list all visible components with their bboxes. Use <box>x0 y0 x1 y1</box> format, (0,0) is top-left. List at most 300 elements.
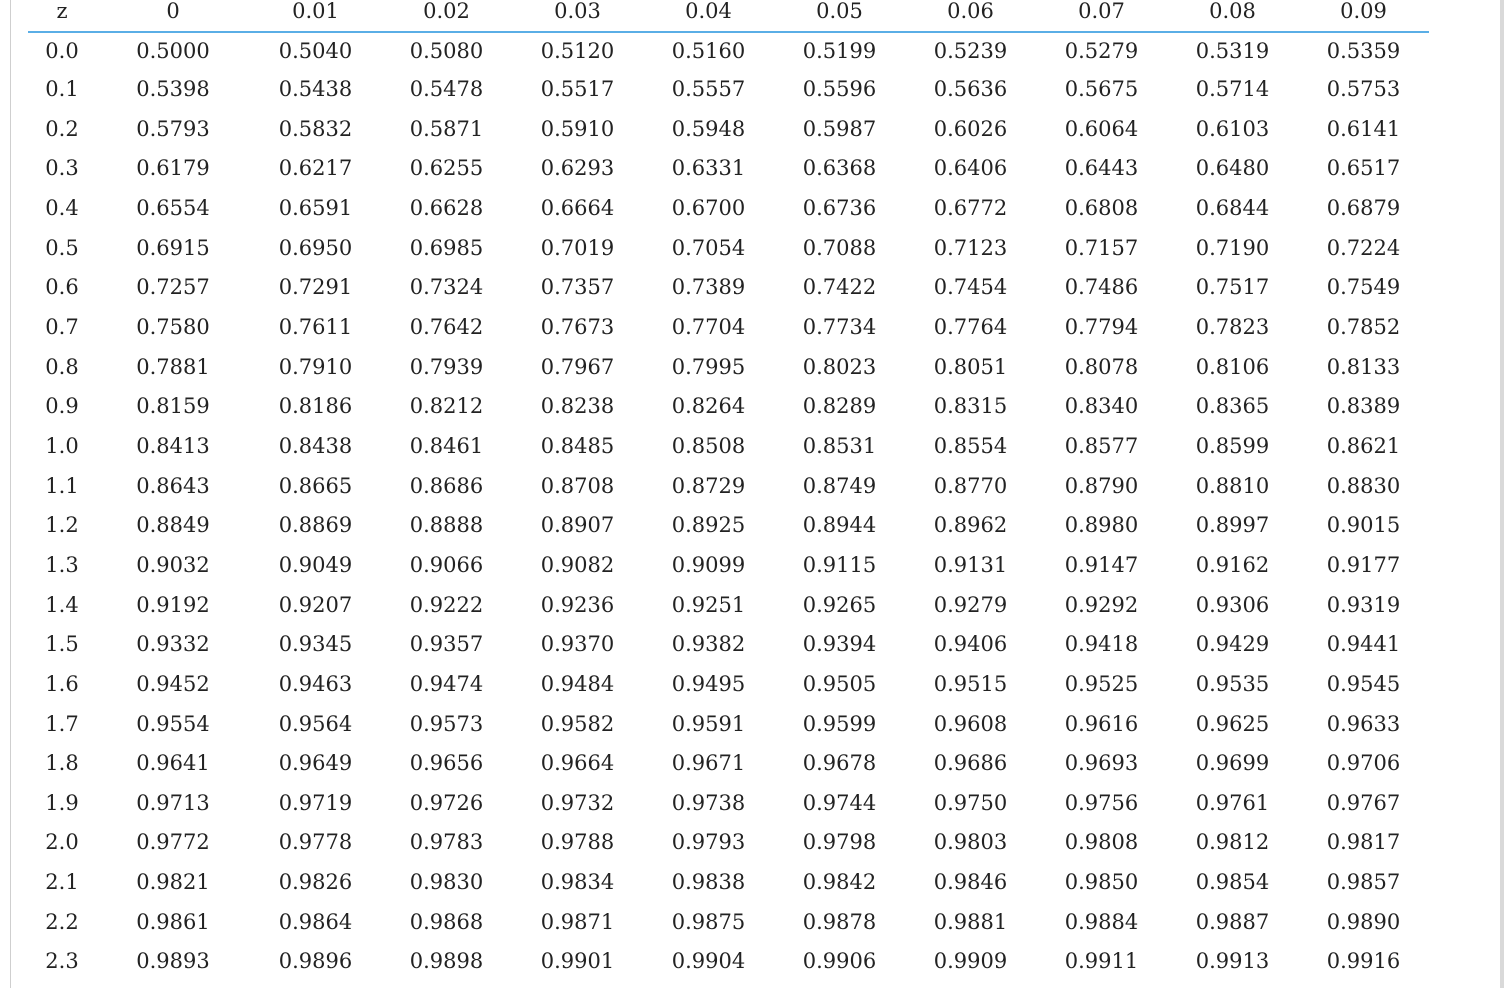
z-value-cell: 0.6 <box>45 275 79 300</box>
probability-cell: 0.7157 <box>1064 235 1139 260</box>
probability-cell: 0.6480 <box>1195 156 1270 181</box>
probability-cell: 0.7995 <box>671 354 746 379</box>
probability-cell: 0.9345 <box>278 632 353 657</box>
probability-cell: 0.6331 <box>671 156 746 181</box>
probability-cell: 0.9147 <box>1064 552 1139 577</box>
probability-cell: 0.8133 <box>1326 354 1401 379</box>
probability-cell: 0.9236 <box>540 592 615 617</box>
probability-cell: 0.8577 <box>1064 433 1139 458</box>
z-value-cell: 1.0 <box>45 433 79 458</box>
probability-cell: 0.9706 <box>1326 751 1401 776</box>
table-row <box>28 506 1429 546</box>
probability-cell: 0.8365 <box>1195 394 1270 419</box>
probability-cell: 0.7486 <box>1064 275 1139 300</box>
column-header: 0.06 <box>905 0 1036 32</box>
table-row <box>28 665 1429 705</box>
table-row <box>28 189 1429 229</box>
table-row <box>28 387 1429 427</box>
table-row <box>28 942 1429 982</box>
probability-cell: 0.8438 <box>278 433 353 458</box>
page-left-border <box>10 0 11 988</box>
probability-cell: 0.9812 <box>1195 830 1270 855</box>
probability-cell: 0.7291 <box>278 275 353 300</box>
probability-cell: 0.9131 <box>933 552 1008 577</box>
probability-cell: 0.9896 <box>278 949 353 974</box>
probability-cell: 0.9452 <box>136 671 210 696</box>
column-header-z: z <box>28 0 96 32</box>
probability-cell: 0.8212 <box>409 394 484 419</box>
table-row <box>28 784 1429 824</box>
probability-cell: 0.5832 <box>278 116 353 141</box>
probability-cell: 0.9875 <box>671 909 746 934</box>
probability-cell: 0.9515 <box>933 671 1008 696</box>
table-row <box>28 427 1429 467</box>
probability-cell: 0.9382 <box>671 632 746 657</box>
table-row <box>28 744 1429 784</box>
z-value-cell: 1.1 <box>45 473 79 498</box>
probability-cell: 0.9798 <box>802 830 877 855</box>
z-table-container <box>28 0 1404 982</box>
probability-cell: 0.9664 <box>540 751 615 776</box>
probability-cell: 0.9901 <box>540 949 615 974</box>
probability-cell: 0.5319 <box>1195 39 1270 63</box>
probability-cell: 0.8264 <box>671 394 746 419</box>
probability-cell: 0.9015 <box>1326 513 1401 538</box>
probability-cell: 0.9115 <box>802 552 877 577</box>
probability-cell: 0.6179 <box>136 156 210 181</box>
probability-cell: 0.9545 <box>1326 671 1401 696</box>
probability-cell: 0.6950 <box>278 235 353 260</box>
table-row <box>28 229 1429 269</box>
probability-cell: 0.5398 <box>136 77 210 101</box>
probability-cell: 0.6217 <box>278 156 353 181</box>
probability-cell: 0.9719 <box>278 790 353 815</box>
probability-cell: 0.9406 <box>933 632 1008 657</box>
probability-cell: 0.9608 <box>933 711 1008 736</box>
probability-cell: 0.9429 <box>1195 632 1270 657</box>
column-header: 0.03 <box>512 0 643 32</box>
probability-cell: 0.8665 <box>278 473 353 498</box>
probability-cell: 0.9474 <box>409 671 484 696</box>
probability-cell: 0.8729 <box>671 473 746 498</box>
probability-cell: 0.9370 <box>540 632 615 657</box>
probability-cell: 0.9082 <box>540 552 615 577</box>
probability-cell: 0.9306 <box>1195 592 1270 617</box>
table-row <box>28 149 1429 189</box>
probability-cell: 0.9864 <box>278 909 353 934</box>
probability-cell: 0.9783 <box>409 830 484 855</box>
probability-cell: 0.8485 <box>540 433 615 458</box>
probability-cell: 0.5557 <box>671 77 746 101</box>
probability-cell: 0.6736 <box>802 195 877 220</box>
probability-cell: 0.9332 <box>136 632 210 657</box>
probability-cell: 0.7517 <box>1195 275 1270 300</box>
probability-cell: 0.9616 <box>1064 711 1139 736</box>
probability-cell: 0.6664 <box>540 195 615 220</box>
probability-cell: 0.9817 <box>1326 830 1401 855</box>
probability-cell: 0.5675 <box>1064 77 1139 101</box>
probability-cell: 0.9265 <box>802 592 877 617</box>
table-row <box>28 348 1429 388</box>
z-value-cell: 0.8 <box>45 354 79 379</box>
probability-cell: 0.9778 <box>278 830 353 855</box>
probability-cell: 0.5359 <box>1326 39 1401 63</box>
probability-cell: 0.9738 <box>671 790 746 815</box>
probability-cell: 0.8962 <box>933 513 1008 538</box>
probability-cell: 0.9222 <box>409 592 484 617</box>
probability-cell: 0.9913 <box>1195 949 1270 974</box>
column-header: 0.02 <box>381 0 512 32</box>
probability-cell: 0.9699 <box>1195 751 1270 776</box>
probability-cell: 0.5239 <box>933 39 1008 63</box>
probability-cell: 0.8186 <box>278 394 353 419</box>
probability-cell: 0.8461 <box>409 433 484 458</box>
column-header: 0.04 <box>643 0 774 32</box>
probability-cell: 0.9649 <box>278 751 353 776</box>
probability-cell: 0.8849 <box>136 513 210 538</box>
probability-cell: 0.6103 <box>1195 116 1270 141</box>
probability-cell: 0.8686 <box>409 473 484 498</box>
table-row <box>28 705 1429 745</box>
probability-cell: 0.9641 <box>136 751 210 776</box>
probability-cell: 0.9032 <box>136 552 210 577</box>
z-value-cell: 2.1 <box>45 870 79 895</box>
probability-cell: 0.5987 <box>802 116 877 141</box>
column-header: 0.08 <box>1167 0 1298 32</box>
table-row <box>28 863 1429 903</box>
probability-cell: 0.9916 <box>1326 949 1401 974</box>
probability-cell: 0.9767 <box>1326 790 1401 815</box>
probability-cell: 0.6255 <box>409 156 484 181</box>
probability-cell: 0.9830 <box>409 870 484 895</box>
probability-cell: 0.6628 <box>409 195 484 220</box>
probability-cell: 0.9066 <box>409 552 484 577</box>
z-value-cell: 1.6 <box>45 671 79 696</box>
probability-cell: 0.9686 <box>933 751 1008 776</box>
probability-cell: 0.9854 <box>1195 870 1270 895</box>
column-header: 0 <box>96 0 250 32</box>
table-row <box>28 467 1429 507</box>
probability-cell: 0.7910 <box>278 354 353 379</box>
table-row <box>28 70 1429 110</box>
probability-cell: 0.7054 <box>671 235 746 260</box>
probability-cell: 0.7580 <box>136 314 210 339</box>
probability-cell: 0.6368 <box>802 156 877 181</box>
probability-cell: 0.8159 <box>136 394 210 419</box>
probability-cell: 0.7324 <box>409 275 484 300</box>
probability-cell: 0.6808 <box>1064 195 1139 220</box>
probability-cell: 0.5871 <box>409 116 484 141</box>
probability-cell: 0.5793 <box>136 116 210 141</box>
probability-cell: 0.7257 <box>136 275 210 300</box>
probability-cell: 0.9573 <box>409 711 484 736</box>
z-value-cell: 2.3 <box>45 949 79 974</box>
probability-cell: 0.9887 <box>1195 909 1270 934</box>
probability-cell: 0.8531 <box>802 433 877 458</box>
probability-cell: 0.9861 <box>136 909 210 934</box>
probability-cell: 0.9744 <box>802 790 877 815</box>
probability-cell: 0.9834 <box>540 870 615 895</box>
z-value-cell: 1.2 <box>45 513 79 538</box>
probability-cell: 0.8289 <box>802 394 877 419</box>
probability-cell: 0.8888 <box>409 513 484 538</box>
probability-cell: 0.5948 <box>671 116 746 141</box>
probability-cell: 0.8944 <box>802 513 877 538</box>
probability-cell: 0.8554 <box>933 433 1008 458</box>
probability-cell: 0.7190 <box>1195 235 1270 260</box>
probability-cell: 0.9505 <box>802 671 877 696</box>
probability-cell: 0.9846 <box>933 870 1008 895</box>
probability-cell: 0.7764 <box>933 314 1008 339</box>
probability-cell: 0.5636 <box>933 77 1008 101</box>
probability-cell: 0.9207 <box>278 592 353 617</box>
probability-cell: 0.9868 <box>409 909 484 934</box>
probability-cell: 0.8643 <box>136 473 210 498</box>
probability-cell: 0.9881 <box>933 909 1008 934</box>
probability-cell: 0.7881 <box>136 354 210 379</box>
probability-cell: 0.6517 <box>1326 156 1401 181</box>
probability-cell: 0.9909 <box>933 949 1008 974</box>
probability-cell: 0.9484 <box>540 671 615 696</box>
probability-cell: 0.8980 <box>1064 513 1139 538</box>
z-value-cell: 1.9 <box>45 790 79 815</box>
probability-cell: 0.9761 <box>1195 790 1270 815</box>
z-value-cell: 2.0 <box>45 830 79 855</box>
table-row <box>28 586 1429 626</box>
probability-cell: 0.9850 <box>1064 870 1139 895</box>
probability-cell: 0.8051 <box>933 354 1008 379</box>
probability-cell: 0.8907 <box>540 513 615 538</box>
probability-cell: 0.9904 <box>671 949 746 974</box>
probability-cell: 0.8925 <box>671 513 746 538</box>
z-value-cell: 0.4 <box>45 195 79 220</box>
probability-cell: 0.9633 <box>1326 711 1401 736</box>
probability-cell: 0.9890 <box>1326 909 1401 934</box>
probability-cell: 0.5714 <box>1195 77 1270 101</box>
probability-cell: 0.8413 <box>136 433 210 458</box>
probability-cell: 0.7088 <box>802 235 877 260</box>
probability-cell: 0.6406 <box>933 156 1008 181</box>
probability-cell: 0.8708 <box>540 473 615 498</box>
z-value-cell: 1.5 <box>45 632 79 657</box>
probability-cell: 0.5478 <box>409 77 484 101</box>
probability-cell: 0.8621 <box>1326 433 1401 458</box>
probability-cell: 0.7823 <box>1195 314 1270 339</box>
table-body <box>28 32 1429 982</box>
probability-cell: 0.9049 <box>278 552 353 577</box>
probability-cell: 0.8770 <box>933 473 1008 498</box>
probability-cell: 0.7123 <box>933 235 1008 260</box>
probability-cell: 0.7224 <box>1326 235 1401 260</box>
z-value-cell: 0.3 <box>45 156 79 181</box>
probability-cell: 0.5000 <box>136 39 210 63</box>
probability-cell: 0.9693 <box>1064 751 1139 776</box>
probability-cell: 0.6554 <box>136 195 210 220</box>
z-value-cell: 0.2 <box>45 116 79 141</box>
header-row <box>28 0 1429 32</box>
probability-cell: 0.8023 <box>802 354 877 379</box>
z-value-cell: 0.5 <box>45 235 79 260</box>
table-row <box>28 546 1429 586</box>
probability-cell: 0.9878 <box>802 909 877 934</box>
probability-cell: 0.5040 <box>278 39 353 63</box>
z-value-cell: 1.7 <box>45 711 79 736</box>
probability-cell: 0.9582 <box>540 711 615 736</box>
column-header: 0.05 <box>774 0 905 32</box>
probability-cell: 0.9803 <box>933 830 1008 855</box>
table-row <box>28 903 1429 943</box>
probability-cell: 0.5080 <box>409 39 484 63</box>
probability-cell: 0.7852 <box>1326 314 1401 339</box>
scrollbar-track[interactable] <box>1500 0 1504 988</box>
probability-cell: 0.9394 <box>802 632 877 657</box>
probability-cell: 0.9898 <box>409 949 484 974</box>
probability-cell: 0.9884 <box>1064 909 1139 934</box>
probability-cell: 0.9192 <box>136 592 210 617</box>
z-value-cell: 0.0 <box>45 39 79 63</box>
probability-cell: 0.9495 <box>671 671 746 696</box>
probability-cell: 0.8830 <box>1326 473 1401 498</box>
probability-cell: 0.9793 <box>671 830 746 855</box>
probability-cell: 0.9554 <box>136 711 210 736</box>
probability-cell: 0.9535 <box>1195 671 1270 696</box>
probability-cell: 0.6443 <box>1064 156 1139 181</box>
probability-cell: 0.7967 <box>540 354 615 379</box>
table-row <box>28 32 1429 70</box>
probability-cell: 0.7673 <box>540 314 615 339</box>
probability-cell: 0.9591 <box>671 711 746 736</box>
probability-cell: 0.6293 <box>540 156 615 181</box>
probability-cell: 0.9756 <box>1064 790 1139 815</box>
probability-cell: 0.8599 <box>1195 433 1270 458</box>
probability-cell: 0.8340 <box>1064 394 1139 419</box>
probability-cell: 0.9826 <box>278 870 353 895</box>
probability-cell: 0.9177 <box>1326 552 1401 577</box>
probability-cell: 0.7549 <box>1326 275 1401 300</box>
probability-cell: 0.6879 <box>1326 195 1401 220</box>
table-row <box>28 110 1429 150</box>
z-value-cell: 2.2 <box>45 909 79 934</box>
z-value-cell: 1.4 <box>45 592 79 617</box>
probability-cell: 0.8869 <box>278 513 353 538</box>
probability-cell: 0.5753 <box>1326 77 1401 101</box>
probability-cell: 0.9821 <box>136 870 210 895</box>
probability-cell: 0.9162 <box>1195 552 1270 577</box>
probability-cell: 0.9099 <box>671 552 746 577</box>
probability-cell: 0.5596 <box>802 77 877 101</box>
probability-cell: 0.6700 <box>671 195 746 220</box>
probability-cell: 0.9625 <box>1195 711 1270 736</box>
z-value-cell: 1.8 <box>45 751 79 776</box>
probability-cell: 0.5160 <box>671 39 746 63</box>
probability-cell: 0.9726 <box>409 790 484 815</box>
probability-cell: 0.7611 <box>278 314 353 339</box>
probability-cell: 0.7422 <box>802 275 877 300</box>
column-header: 0.09 <box>1298 0 1429 32</box>
probability-cell: 0.9713 <box>136 790 210 815</box>
probability-cell: 0.7389 <box>671 275 746 300</box>
probability-cell: 0.6026 <box>933 116 1008 141</box>
probability-cell: 0.6772 <box>933 195 1008 220</box>
probability-cell: 0.8389 <box>1326 394 1401 419</box>
probability-cell: 0.5120 <box>540 39 615 63</box>
probability-cell: 0.9279 <box>933 592 1008 617</box>
probability-cell: 0.7642 <box>409 314 484 339</box>
probability-cell: 0.7704 <box>671 314 746 339</box>
probability-cell: 0.9418 <box>1064 632 1139 657</box>
probability-cell: 0.7454 <box>933 275 1008 300</box>
z-value-cell: 0.1 <box>45 77 79 101</box>
probability-cell: 0.8749 <box>802 473 877 498</box>
probability-cell: 0.9357 <box>409 632 484 657</box>
probability-cell: 0.8106 <box>1195 354 1270 379</box>
z-value-cell: 1.3 <box>45 552 79 577</box>
probability-cell: 0.9893 <box>136 949 210 974</box>
probability-cell: 0.9772 <box>136 830 210 855</box>
probability-cell: 0.9292 <box>1064 592 1139 617</box>
probability-cell: 0.9599 <box>802 711 877 736</box>
table-header <box>28 0 1429 32</box>
table-row <box>28 308 1429 348</box>
probability-cell: 0.7734 <box>802 314 877 339</box>
table-row <box>28 823 1429 863</box>
probability-cell: 0.9788 <box>540 830 615 855</box>
probability-cell: 0.9441 <box>1326 632 1401 657</box>
probability-cell: 0.8078 <box>1064 354 1139 379</box>
probability-cell: 0.5517 <box>540 77 615 101</box>
probability-cell: 0.5910 <box>540 116 615 141</box>
probability-cell: 0.8508 <box>671 433 746 458</box>
probability-cell: 0.9842 <box>802 870 877 895</box>
z-table <box>28 0 1429 982</box>
probability-cell: 0.7019 <box>540 235 615 260</box>
probability-cell: 0.9906 <box>802 949 877 974</box>
probability-cell: 0.5438 <box>278 77 353 101</box>
probability-cell: 0.9871 <box>540 909 615 934</box>
probability-cell: 0.9678 <box>802 751 877 776</box>
probability-cell: 0.9911 <box>1064 949 1139 974</box>
table-row <box>28 625 1429 665</box>
probability-cell: 0.9671 <box>671 751 746 776</box>
probability-cell: 0.9319 <box>1326 592 1401 617</box>
probability-cell: 0.6844 <box>1195 195 1270 220</box>
probability-cell: 0.9838 <box>671 870 746 895</box>
probability-cell: 0.8790 <box>1064 473 1139 498</box>
table-row <box>28 268 1429 308</box>
probability-cell: 0.6915 <box>136 235 210 260</box>
probability-cell: 0.8315 <box>933 394 1008 419</box>
probability-cell: 0.5279 <box>1064 39 1139 63</box>
probability-cell: 0.9732 <box>540 790 615 815</box>
probability-cell: 0.9656 <box>409 751 484 776</box>
probability-cell: 0.9857 <box>1326 870 1401 895</box>
probability-cell: 0.5199 <box>802 39 877 63</box>
column-header: 0.01 <box>250 0 381 32</box>
probability-cell: 0.6064 <box>1064 116 1139 141</box>
z-value-cell: 0.9 <box>45 394 79 419</box>
probability-cell: 0.7357 <box>540 275 615 300</box>
probability-cell: 0.6591 <box>278 195 353 220</box>
probability-cell: 0.9463 <box>278 671 353 696</box>
z-value-cell: 0.7 <box>45 314 79 339</box>
probability-cell: 0.7794 <box>1064 314 1139 339</box>
probability-cell: 0.9251 <box>671 592 746 617</box>
probability-cell: 0.6985 <box>409 235 484 260</box>
probability-cell: 0.9564 <box>278 711 353 736</box>
probability-cell: 0.9525 <box>1064 671 1139 696</box>
probability-cell: 0.7939 <box>409 354 484 379</box>
probability-cell: 0.9808 <box>1064 830 1139 855</box>
